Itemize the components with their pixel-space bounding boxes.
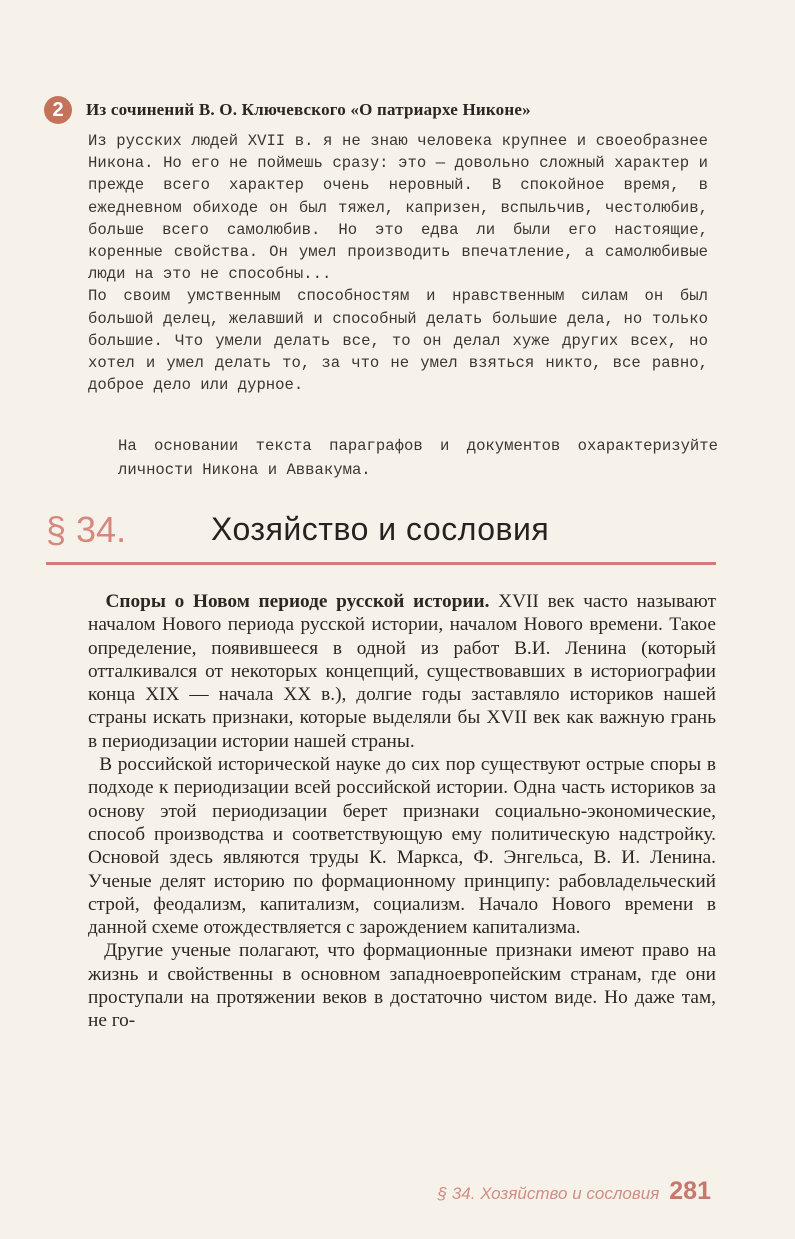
- document-paragraph-1: Из русских людей XVII в. я не знаю человека крупнее и своеобразнее Никона. Но его не поймешь сразу: это — довольно сложный характер и прежде всего характер очень неровный. В спокойное время, в ежедневном обиходе он был тяжел, капризен, вспыльчив, честолюбив, больше всего самолюбив. Но это едва ли были его настоящие, коренные свойства. Он умел производить впечатление, а самолюбивые люди на это не способны...: [88, 132, 708, 284]
- running-footer-title: § 34. Хозяйство и сословия: [437, 1184, 660, 1203]
- section-divider: [46, 562, 716, 565]
- document-title: Из сочинений В. О. Ключевского «О патриархе Никоне»: [86, 100, 531, 119]
- main-paragraph-1: [88, 590, 716, 753]
- page-footer: [438, 1177, 711, 1206]
- paragraph-3-text: Другие ученые полагают, что формационные признаки имеют право на жизнь и свойственны в основном западноевропейским странам, где они проступали на протяжении веков в достаточно чистом виде. Но даже там, не го-: [88, 940, 716, 1032]
- section-title: Хозяйство и сословия: [211, 511, 550, 547]
- document-header: [44, 96, 714, 124]
- page-number: 281: [669, 1177, 711, 1205]
- document-number-badge: 2: [44, 96, 72, 124]
- section-number: § 34.: [46, 509, 127, 550]
- section-heading: [46, 505, 716, 563]
- main-paragraph-3: [88, 939, 716, 1032]
- task-question: На основании текста параграфов и документов охарактеризуйте личности Никона и Аввакума.: [118, 437, 718, 479]
- document-paragraph-2: По своим умственным способностям и нравственным силам он был большой делец, желавший и способный делать большие дела, но только большие. Что умели делать все, то он делал хуже других всех, но хотел и умел делать то, за что не умел взяться никто, все равно, доброе дело или дурное.: [88, 287, 708, 395]
- paragraph-2-text: В российской исторической науке до сих пор существуют острые споры в подходе к периодизации всей российской истории. Одна часть историков за основу этой периодизации берет признаки социально-экономические, способ производства и соответствующую ему политическую надстройку. Основой здесь являются труды К. Маркса, Ф. Энгельса, В. И. Ленина. Ученые делят историю по формационному принципу: рабовладельческий строй, феодализм, капитализм, социализм. Начало Нового времени в данной схеме отождествляется с зарождением капитализма.: [88, 754, 716, 939]
- main-paragraph-2: [88, 753, 716, 939]
- main-text: [88, 590, 716, 1033]
- document-quote: [88, 130, 708, 396]
- paragraph-1-text: XVII век часто называют началом Нового периода русской истории, началом Нового времени. Такое определение, появившееся в одной из работ В.И. Ленина (который отталкивался от некоторых концепций, существовавших в историографии конца XIX — начала XX в.), долгие годы заставляло историков нашей страны искать признаки, которые выделяли бы XVII век как важную грань в периодизации истории нашей страны.: [88, 591, 716, 752]
- paragraph-heading: Споры о Новом периоде русской истории.: [105, 591, 490, 612]
